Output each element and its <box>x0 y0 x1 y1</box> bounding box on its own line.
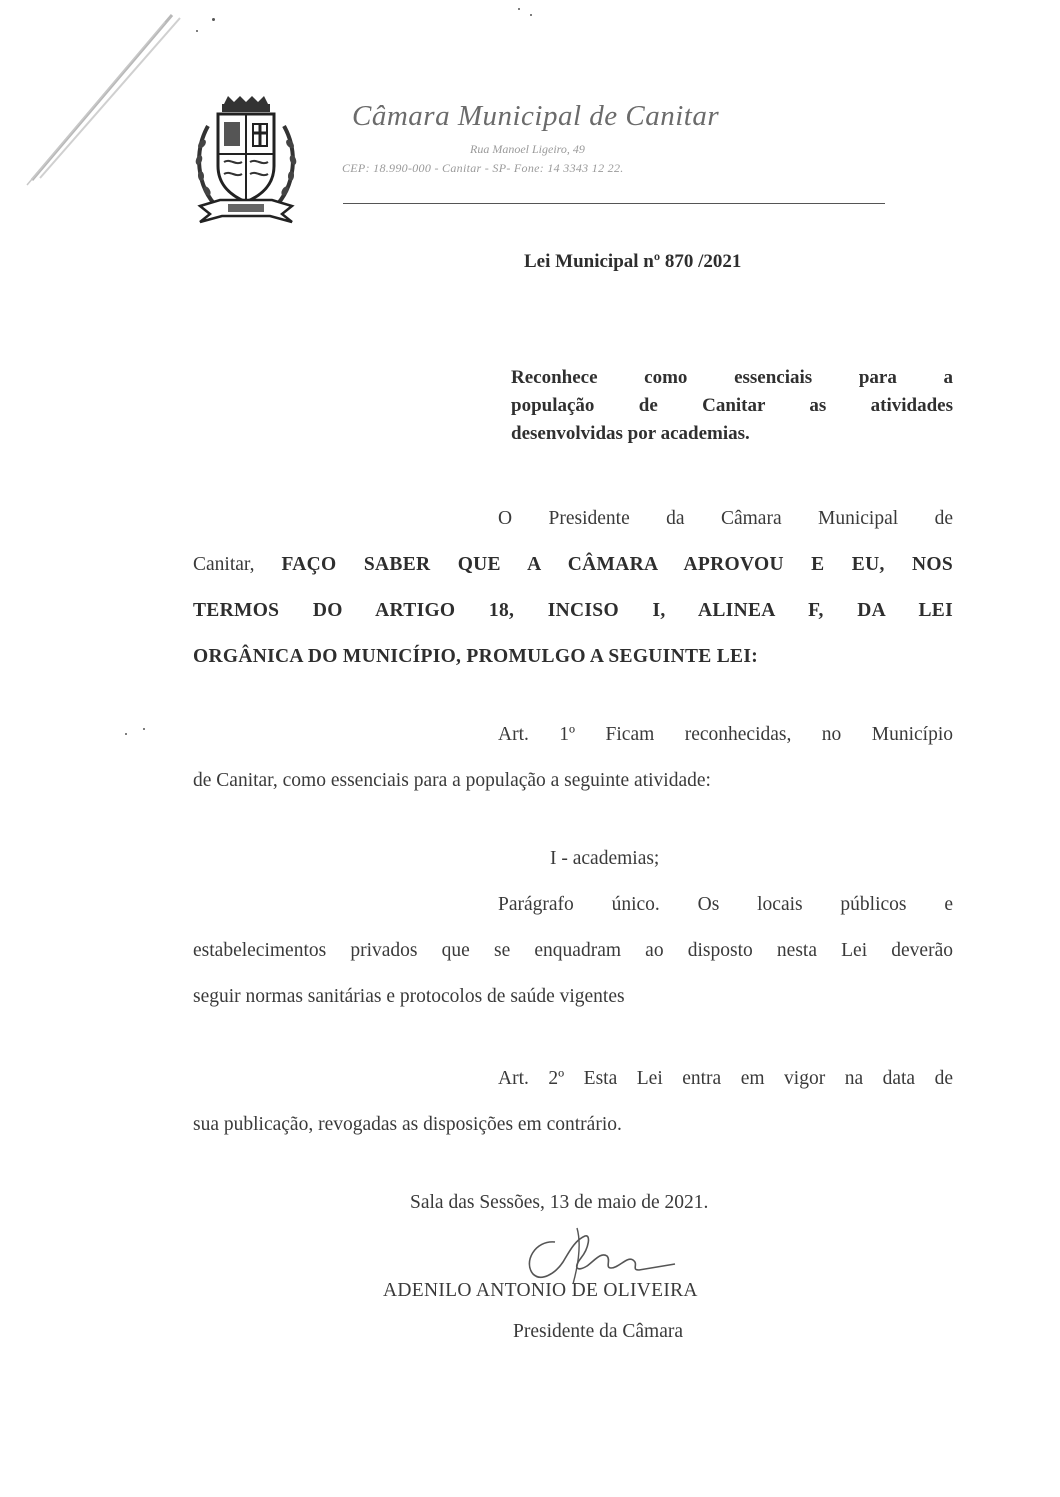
signer-name: ADENILO ANTONIO DE OLIVEIRA <box>383 1280 698 1301</box>
preamble-text: Canitar, <box>193 554 255 575</box>
signer-role: Presidente da Câmara <box>513 1321 684 1342</box>
paragraph-line: Parágrafo único. Os locais públicos e <box>498 894 953 915</box>
article-line: sua publicação, revogadas as disposições em contrário. <box>193 1114 622 1135</box>
summary-line: população de Canitar as atividades <box>511 395 953 416</box>
paragraph-line: estabelecimentos privados que se enquadram ao disposto nesta Lei deverão <box>193 940 953 961</box>
scan-speck <box>143 728 145 730</box>
summary-line: Reconhece como essenciais para a <box>511 367 953 388</box>
session-date: Sala das Sessões, 13 de maio de 2021. <box>410 1192 709 1213</box>
preamble-line: O Presidente da Câmara Municipal de <box>498 508 953 529</box>
promulgation-clause: FAÇO SABER QUE A CÂMARA APROVOU E EU, NOS <box>281 554 953 575</box>
article-line: Art. 1º Ficam reconhecidas, no Município <box>498 724 953 745</box>
org-address: Rua Manoel Ligeiro, 49 <box>470 142 585 156</box>
scan-speck <box>212 18 215 21</box>
coat-of-arms-icon <box>190 96 302 226</box>
promulgation-clause: TERMOS DO ARTIGO 18, INCISO I, ALINEA F, DA LEI <box>193 600 953 621</box>
law-summary <box>511 364 953 448</box>
law-title: Lei Municipal nº 870 /2021 <box>524 251 742 272</box>
org-name: Câmara Municipal de Canitar <box>352 100 720 132</box>
sole-paragraph <box>193 882 953 1020</box>
scan-speck <box>530 14 532 16</box>
scan-speck <box>196 30 198 32</box>
org-contact: CEP: 18.990-000 - Canitar - SP- Fone: 14 3343 12 22. <box>342 161 624 175</box>
incise-item: I - academias; <box>550 848 660 869</box>
summary-line: desenvolvidas por academias. <box>511 423 750 444</box>
paragraph-line: seguir normas sanitárias e protocolos de saúde vigentes <box>193 986 625 1007</box>
preamble-line <box>193 542 953 588</box>
header-divider <box>343 203 885 204</box>
scan-speck <box>125 733 127 735</box>
article-1 <box>193 712 953 804</box>
promulgation-clause: ORGÂNICA DO MUNICÍPIO, PROMULGO A SEGUINTE LEI: <box>193 646 759 667</box>
article-line: Art. 2º Esta Lei entra em vigor na data de <box>498 1068 953 1089</box>
scan-speck <box>518 8 520 10</box>
article-line: de Canitar, como essenciais para a população a seguinte atividade: <box>193 770 711 791</box>
preamble-paragraph <box>193 496 953 680</box>
article-2 <box>193 1056 953 1148</box>
